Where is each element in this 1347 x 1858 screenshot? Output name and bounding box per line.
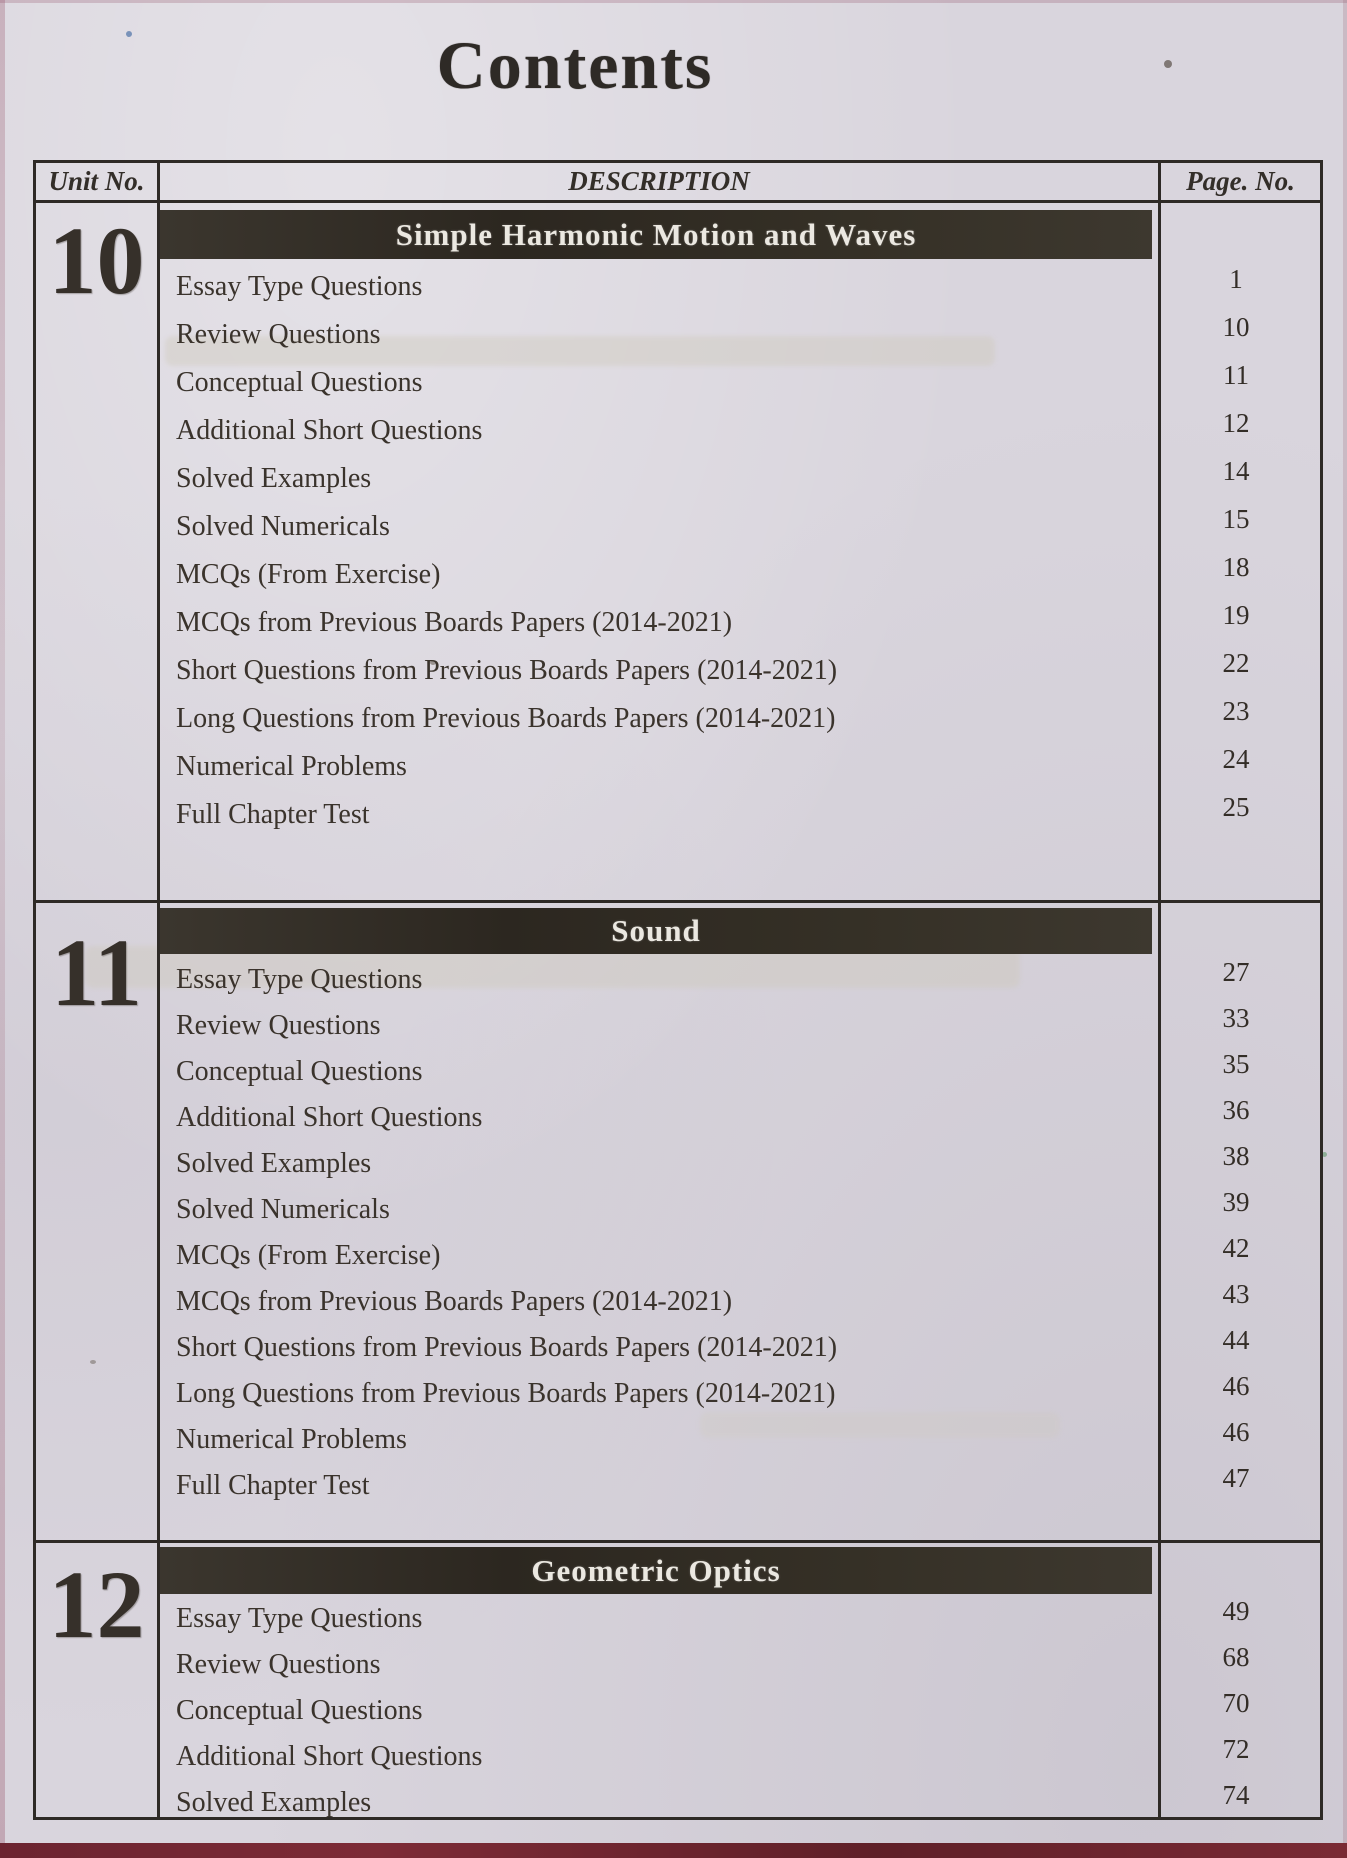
toc-row-label: Review Questions [176, 1010, 381, 1041]
toc-row-label: Essay Type Questions [176, 1603, 423, 1634]
toc-row [160, 1003, 1320, 1049]
toc-row-label: Full Chapter Test [176, 799, 370, 830]
toc-row [160, 311, 1320, 359]
page-edge-top [0, 0, 1347, 3]
toc-row [160, 1642, 1320, 1688]
unit-number: 10 [48, 207, 145, 314]
toc-row-page: 70 [1222, 1687, 1250, 1718]
toc-row-page: 38 [1222, 1140, 1250, 1171]
toc-row-label: Additional Short Questions [176, 1741, 483, 1772]
toc-row-label: Essay Type Questions [176, 271, 423, 302]
page-title: Contents [436, 27, 714, 103]
toc-row-label: Conceptual Questions [176, 367, 423, 398]
toc-row-page: 12 [1222, 407, 1250, 438]
toc-row [160, 743, 1320, 791]
toc-row-page: 14 [1222, 455, 1250, 486]
toc-row-label: MCQs (From Exercise) [176, 1240, 441, 1271]
toc-row [160, 455, 1320, 503]
toc-row [160, 1325, 1320, 1371]
toc-row-label: Solved Examples [176, 463, 372, 494]
toc-row-label: Review Questions [176, 319, 381, 350]
table-header-row [36, 163, 1320, 203]
toc-row [160, 791, 1320, 839]
section-rows [160, 1596, 1320, 1826]
toc-row-label: Long Questions from Previous Boards Papers (2014-2021) [176, 703, 836, 734]
toc-row [160, 359, 1320, 407]
toc-row-page: 1 [1229, 263, 1243, 294]
toc-row-label: Solved Examples [176, 1787, 372, 1818]
toc-row-label: MCQs from Previous Boards Papers (2014-2021) [176, 607, 733, 638]
section-title-bar: Geometric Optics [160, 1547, 1152, 1594]
toc-row [160, 1233, 1320, 1279]
toc-row [160, 1463, 1320, 1509]
toc-row [160, 1371, 1320, 1417]
unit-number: 12 [48, 1551, 145, 1658]
toc-row [160, 1049, 1320, 1095]
page-edge-left [0, 0, 5, 1858]
toc-row-label: Short Questions from Previous Boards Papers (2014-2021) [176, 1332, 838, 1363]
toc-row-page: 46 [1222, 1416, 1250, 1447]
toc-row [160, 599, 1320, 647]
toc-row-page: 22 [1222, 647, 1250, 678]
toc-row-page: 39 [1222, 1186, 1250, 1217]
toc-row-label: Additional Short Questions [176, 1102, 483, 1133]
page-edge-bottom [0, 1843, 1347, 1858]
paper-speck [126, 31, 132, 37]
toc-row [160, 647, 1320, 695]
toc-row [160, 1141, 1320, 1187]
toc-row-page: 46 [1222, 1370, 1250, 1401]
toc-row-page: 44 [1222, 1324, 1250, 1355]
toc-row-label: Numerical Problems [176, 751, 407, 782]
toc-row [160, 957, 1320, 1003]
toc-row [160, 263, 1320, 311]
toc-row-page: 10 [1222, 311, 1250, 342]
toc-row-label: Review Questions [176, 1649, 381, 1680]
toc-row [160, 551, 1320, 599]
toc-row-label: Full Chapter Test [176, 1470, 370, 1501]
toc-row-label: Conceptual Questions [176, 1056, 423, 1087]
toc-row [160, 695, 1320, 743]
column-header-unit: Unit No. [48, 166, 145, 196]
toc-row [160, 1734, 1320, 1780]
toc-row [160, 1095, 1320, 1141]
contents-table [33, 160, 1323, 1820]
toc-row-page: 24 [1222, 743, 1250, 774]
toc-row-page: 42 [1222, 1232, 1250, 1263]
toc-row [160, 1780, 1320, 1826]
toc-row-page: 27 [1222, 956, 1250, 987]
toc-row-page: 33 [1222, 1002, 1250, 1033]
section-title-bar: Sound [160, 908, 1152, 954]
column-header-page: Page. No. [1186, 166, 1295, 196]
toc-row-page: 25 [1222, 791, 1250, 822]
toc-row [160, 1187, 1320, 1233]
toc-row-page: 35 [1222, 1048, 1250, 1079]
toc-row-label: Solved Numericals [176, 511, 390, 542]
toc-row-page: 49 [1222, 1595, 1250, 1626]
toc-row-page: 18 [1222, 551, 1250, 582]
toc-row-label: Solved Numericals [176, 1194, 390, 1225]
toc-row-page: 43 [1222, 1278, 1250, 1309]
toc-row-page: 47 [1222, 1462, 1250, 1493]
toc-row [160, 503, 1320, 551]
toc-row [160, 1688, 1320, 1734]
section-rows [160, 957, 1320, 1509]
toc-row-page: 23 [1222, 695, 1250, 726]
unit-section-12 [36, 1543, 1320, 1820]
unit-section-11 [36, 903, 1320, 1540]
toc-row-label: Conceptual Questions [176, 1695, 423, 1726]
toc-row-label: Numerical Problems [176, 1424, 407, 1455]
page-edge-right [1343, 0, 1347, 1858]
column-header-description: DESCRIPTION [568, 166, 750, 196]
toc-row-page: 15 [1222, 503, 1250, 534]
toc-row [160, 1417, 1320, 1463]
toc-row-page: 11 [1223, 359, 1249, 390]
toc-row-page: 68 [1222, 1641, 1250, 1672]
toc-row-label: MCQs from Previous Boards Papers (2014-2021) [176, 1286, 733, 1317]
section-title-bar: Simple Harmonic Motion and Waves [160, 210, 1152, 259]
toc-row [160, 1279, 1320, 1325]
toc-row-label: Additional Short Questions [176, 415, 483, 446]
toc-row-label: Long Questions from Previous Boards Papers (2014-2021) [176, 1378, 836, 1409]
toc-row-label: Essay Type Questions [176, 964, 423, 995]
toc-row [160, 1596, 1320, 1642]
unit-number: 11 [51, 919, 142, 1026]
section-rows [160, 263, 1320, 839]
toc-row-label: Solved Examples [176, 1148, 372, 1179]
toc-row-label: MCQs (From Exercise) [176, 559, 441, 590]
toc-row-label: Short Questions from Previous Boards Papers (2014-2021) [176, 655, 838, 686]
toc-row-page: 36 [1222, 1094, 1250, 1125]
toc-row [160, 407, 1320, 455]
unit-section-10 [36, 203, 1320, 900]
paper-speck [1164, 60, 1172, 68]
toc-row-page: 74 [1222, 1779, 1250, 1810]
toc-row-page: 19 [1222, 599, 1250, 630]
toc-row-page: 72 [1222, 1733, 1250, 1764]
